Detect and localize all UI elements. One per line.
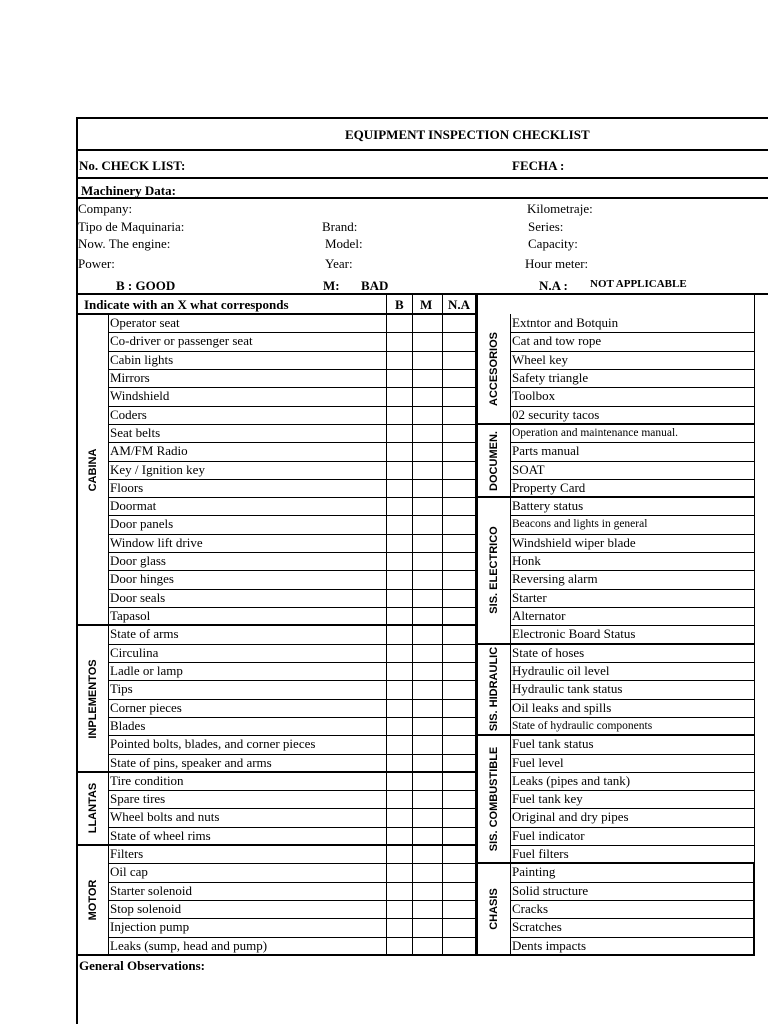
row-line: [108, 662, 476, 663]
checklist-item: Injection pump: [110, 919, 190, 935]
checklist-item: Leaks (sump, head and pump): [110, 937, 268, 953]
machine-type-label: Tipo de Maquinaria:: [78, 219, 185, 234]
check-b-cell[interactable]: [387, 754, 412, 772]
checklist-number-label: No. CHECK LIST:: [79, 158, 186, 173]
row-line: [108, 461, 476, 462]
checklist-item: State of hoses: [512, 644, 585, 660]
check-m-cell[interactable]: [413, 790, 442, 808]
check-na-cell[interactable]: [443, 497, 475, 515]
check-m-cell[interactable]: [413, 497, 442, 515]
check-m-cell[interactable]: [413, 937, 442, 955]
checklist-item: 02 security tacos: [512, 406, 600, 422]
row-line: [510, 900, 755, 901]
frame-left-border: [76, 118, 78, 1024]
checklist-item: Leaks (pipes and tank): [512, 772, 631, 788]
machinery-data-label: Machinery Data:: [81, 183, 176, 198]
check-b-cell[interactable]: [387, 497, 412, 515]
row-line: [510, 845, 755, 846]
check-na-cell[interactable]: [443, 827, 475, 845]
row-line: [108, 479, 476, 480]
column-b-header: B: [395, 297, 404, 312]
checklist-item: Alternator: [512, 608, 566, 624]
legend-bad-code: M:: [323, 278, 340, 293]
observations-label: General Observations:: [79, 958, 206, 973]
check-na-cell[interactable]: [443, 479, 475, 497]
check-b-cell[interactable]: [387, 717, 412, 735]
check-b-cell[interactable]: [387, 479, 412, 497]
row-line: [108, 497, 476, 498]
row-line: [108, 717, 476, 718]
checklist-item: Hydraulic oil level: [512, 662, 610, 678]
check-m-cell[interactable]: [413, 552, 442, 570]
row-line: [108, 534, 476, 535]
check-b-cell[interactable]: [387, 900, 412, 918]
check-na-cell[interactable]: [443, 442, 475, 460]
check-na-cell[interactable]: [443, 863, 475, 881]
row-line: [510, 937, 755, 938]
check-b-cell[interactable]: [387, 845, 412, 863]
row-line: [510, 625, 755, 626]
check-na-cell[interactable]: [443, 461, 475, 479]
check-na-cell[interactable]: [443, 790, 475, 808]
mileage-label: Kilometraje:: [527, 201, 593, 216]
checklist-item: State of arms: [110, 626, 179, 642]
check-na-cell[interactable]: [443, 625, 475, 643]
row-line: [108, 424, 476, 425]
checklist-item: Cat and tow rope: [512, 333, 602, 349]
check-b-cell[interactable]: [387, 918, 412, 936]
checklist-item: State of hydraulic components: [512, 719, 653, 732]
check-m-cell[interactable]: [413, 406, 442, 424]
check-m-cell[interactable]: [413, 900, 442, 918]
row-line: [108, 369, 476, 370]
check-na-cell[interactable]: [443, 699, 475, 717]
check-b-cell[interactable]: [387, 699, 412, 717]
check-m-cell[interactable]: [413, 515, 442, 533]
checklist-item: Tire condition: [110, 772, 184, 788]
check-na-cell[interactable]: [443, 332, 475, 350]
checklist-item: Stop solenoid: [110, 901, 182, 917]
check-m-cell[interactable]: [413, 735, 442, 753]
page-title: EQUIPMENT INSPECTION CHECKLIST: [345, 127, 590, 142]
check-na-cell[interactable]: [443, 424, 475, 442]
checklist-item: Operation and maintenance manual.: [512, 426, 679, 439]
check-b-cell[interactable]: [387, 461, 412, 479]
row-line: [510, 369, 755, 370]
checklist-item: Dents impacts: [512, 937, 587, 953]
checklist-item: Honk: [512, 553, 541, 569]
check-na-cell[interactable]: [443, 717, 475, 735]
check-b-cell[interactable]: [387, 827, 412, 845]
check-m-cell[interactable]: [413, 461, 442, 479]
legend-na-code: N.A :: [539, 278, 568, 293]
divider: [76, 177, 768, 179]
divider: [76, 149, 768, 151]
check-na-cell[interactable]: [443, 589, 475, 607]
row-line: [108, 680, 476, 681]
check-m-cell[interactable]: [413, 644, 442, 662]
check-b-cell[interactable]: [387, 589, 412, 607]
frame-top-border: [76, 117, 768, 119]
check-b-cell[interactable]: [387, 351, 412, 369]
row-line: [510, 589, 755, 590]
check-na-cell[interactable]: [443, 754, 475, 772]
checklist-item: Fuel tank key: [512, 791, 583, 807]
row-line: [510, 461, 755, 462]
check-m-cell[interactable]: [413, 589, 442, 607]
row-line: [510, 387, 755, 388]
checklist-item: Operator seat: [110, 315, 180, 330]
checklist-item: Filters: [110, 846, 144, 862]
row-line: [510, 515, 755, 516]
checklist-item: State of wheel rims: [110, 827, 211, 843]
checklist-item: Blades: [110, 717, 146, 733]
section-label: SIS. HIDRAULIC: [487, 647, 500, 732]
checklist-item: Electronic Board Status: [512, 626, 636, 642]
capacity-label: Capacity:: [528, 236, 578, 251]
col-line: [476, 294, 478, 955]
check-na-cell[interactable]: [443, 772, 475, 790]
check-m-cell[interactable]: [413, 387, 442, 405]
row-line: [108, 442, 476, 443]
checklist-item: Beacons and lights in general: [512, 518, 648, 531]
table-bottom-border: [76, 954, 755, 956]
check-b-cell[interactable]: [387, 735, 412, 753]
checklist-item: Wheel bolts and nuts: [110, 809, 220, 825]
row-line: [510, 607, 755, 608]
checklist-item: Battery status: [512, 498, 584, 514]
check-na-cell[interactable]: [443, 534, 475, 552]
checklist-item: Toolbox: [512, 388, 556, 404]
check-m-cell[interactable]: [413, 442, 442, 460]
check-b-cell[interactable]: [387, 882, 412, 900]
check-m-cell[interactable]: [413, 351, 442, 369]
checklist-item: Wheel key: [512, 351, 568, 367]
check-na-cell[interactable]: [443, 644, 475, 662]
checklist-item: Starter solenoid: [110, 882, 192, 898]
check-m-cell[interactable]: [413, 863, 442, 881]
checklist-item: Doormat: [110, 498, 157, 514]
legend-bad: BAD: [361, 278, 389, 293]
check-m-cell[interactable]: [413, 717, 442, 735]
check-m-cell[interactable]: [413, 918, 442, 936]
check-na-cell[interactable]: [443, 845, 475, 863]
check-na-cell[interactable]: [443, 937, 475, 955]
checklist-item: AM/FM Radio: [110, 443, 188, 459]
check-na-cell[interactable]: [443, 882, 475, 900]
engine-label: Now. The engine:: [78, 236, 171, 251]
chasis-right-border: [753, 862, 755, 955]
checklist-item: Window lift drive: [110, 534, 203, 550]
divider: [76, 293, 768, 295]
check-m-cell[interactable]: [413, 314, 442, 332]
section-label: LLANTAS: [86, 783, 99, 834]
check-na-cell[interactable]: [443, 570, 475, 588]
row-line: [108, 863, 476, 864]
row-line: [108, 552, 476, 553]
row-line: [510, 717, 755, 718]
row-line: [108, 570, 476, 571]
check-m-cell[interactable]: [413, 369, 442, 387]
section-label: DOCUMEN.: [487, 430, 500, 491]
check-b-cell[interactable]: [387, 570, 412, 588]
check-b-cell[interactable]: [387, 442, 412, 460]
checklist-item: Fuel level: [512, 754, 564, 770]
checklist-item: SOAT: [512, 461, 545, 477]
checklist-item: Painting: [512, 864, 556, 880]
checklist-item: Seat belts: [110, 424, 161, 440]
check-b-cell[interactable]: [387, 332, 412, 350]
check-m-cell[interactable]: [413, 808, 442, 826]
checklist-item: Door panels: [110, 516, 174, 532]
row-line: [108, 790, 476, 791]
check-b-cell[interactable]: [387, 680, 412, 698]
row-line: [510, 790, 755, 791]
check-m-cell[interactable]: [413, 845, 442, 863]
check-b-cell[interactable]: [387, 625, 412, 643]
check-m-cell[interactable]: [413, 607, 442, 625]
power-label: Power:: [78, 256, 115, 271]
checklist-item: Fuel tank status: [512, 736, 594, 752]
row-line: [108, 827, 476, 828]
row-line: [510, 882, 755, 883]
checklist-item: Solid structure: [512, 882, 589, 898]
legend-na: NOT APPLICABLE: [590, 278, 687, 290]
row-line: [510, 442, 755, 443]
check-m-cell[interactable]: [413, 332, 442, 350]
row-line: [510, 772, 755, 773]
check-b-cell[interactable]: [387, 387, 412, 405]
checklist-item: Cabin lights: [110, 351, 174, 367]
row-line: [108, 332, 476, 333]
divider: [76, 197, 768, 199]
row-line: [510, 406, 755, 407]
checklist-item: Ladle or lamp: [110, 662, 183, 678]
row-line: [510, 570, 755, 571]
section-label: ACCESORIOS: [487, 331, 500, 406]
check-b-cell[interactable]: [387, 607, 412, 625]
checklist-item: Spare tires: [110, 791, 166, 807]
row-line: [108, 406, 476, 407]
row-line: [108, 808, 476, 809]
checklist-item: Key / Ignition key: [110, 461, 205, 477]
checklist-item: Property Card: [512, 479, 586, 495]
checklist-item: Windshield wiper blade: [512, 534, 636, 550]
date-label: FECHA :: [512, 158, 565, 173]
row-line: [510, 754, 755, 755]
check-m-cell[interactable]: [413, 570, 442, 588]
check-b-cell[interactable]: [387, 662, 412, 680]
row-line: [510, 662, 755, 663]
checklist-item: Oil leaks and spills: [512, 699, 612, 715]
row-line: [108, 515, 476, 516]
checklist-item: Door glass: [110, 553, 166, 569]
column-na-header: N.A: [448, 297, 471, 312]
check-m-cell[interactable]: [413, 534, 442, 552]
check-na-cell[interactable]: [443, 735, 475, 753]
row-line: [510, 808, 755, 809]
checklist-item: Door seals: [110, 589, 166, 605]
row-line: [108, 735, 476, 736]
check-na-cell[interactable]: [443, 314, 475, 332]
row-line: [108, 882, 476, 883]
checklist-item: Coders: [110, 406, 147, 422]
brand-label: Brand:: [322, 219, 358, 234]
row-line: [108, 754, 476, 755]
instruction-text: Indicate with an X what corresponds: [84, 297, 289, 312]
check-b-cell[interactable]: [387, 790, 412, 808]
row-line: [108, 351, 476, 352]
checklist-item: Door hinges: [110, 571, 174, 587]
row-line: [108, 644, 476, 645]
check-na-cell[interactable]: [443, 387, 475, 405]
checklist-item: Fuel filters: [512, 846, 569, 862]
row-line: [510, 534, 755, 535]
checklist-item: Oil cap: [110, 864, 148, 880]
check-m-cell[interactable]: [413, 754, 442, 772]
check-na-cell[interactable]: [443, 515, 475, 533]
check-na-cell[interactable]: [443, 607, 475, 625]
checklist-item: Starter: [512, 589, 547, 605]
checklist-item: Hydraulic tank status: [512, 681, 623, 697]
row-line: [510, 552, 755, 553]
section-label: CABINA: [86, 448, 99, 492]
check-m-cell[interactable]: [413, 479, 442, 497]
check-b-cell[interactable]: [387, 534, 412, 552]
check-m-cell[interactable]: [413, 827, 442, 845]
section-label: MOTOR: [86, 879, 99, 921]
row-line: [108, 387, 476, 388]
checklist-item: Extntor and Botquin: [512, 315, 619, 330]
company-label: Company:: [78, 201, 133, 216]
check-b-cell[interactable]: [387, 369, 412, 387]
check-m-cell[interactable]: [413, 625, 442, 643]
checklist-item: Circulina: [110, 644, 159, 660]
check-na-cell[interactable]: [443, 918, 475, 936]
checklist-item: Fuel indicator: [512, 827, 585, 843]
check-b-cell[interactable]: [387, 808, 412, 826]
checklist-item: Reversing alarm: [512, 571, 598, 587]
model-label: Model:: [325, 236, 363, 251]
checklist-item: Pointed bolts, blades, and corner pieces: [110, 736, 316, 752]
checklist-item: Tapasol: [110, 608, 151, 624]
checklist-item: State of pins, speaker and arms: [110, 754, 272, 770]
checklist-item: Mirrors: [110, 369, 150, 385]
checklist-item: Scratches: [512, 919, 562, 935]
check-b-cell[interactable]: [387, 515, 412, 533]
row-line: [108, 607, 476, 608]
check-na-cell[interactable]: [443, 680, 475, 698]
check-na-cell[interactable]: [443, 552, 475, 570]
check-m-cell[interactable]: [413, 699, 442, 717]
checklist-item: Co-driver or passenger seat: [110, 333, 253, 349]
check-na-cell[interactable]: [443, 662, 475, 680]
row-line: [510, 479, 755, 480]
check-b-cell[interactable]: [387, 552, 412, 570]
series-label: Series:: [528, 219, 564, 234]
checklist-item: Parts manual: [512, 443, 580, 459]
row-line: [108, 589, 476, 590]
checklist-item: Safety triangle: [512, 369, 589, 385]
checklist-item: Windshield: [110, 388, 170, 404]
check-m-cell[interactable]: [413, 424, 442, 442]
year-label: Year:: [325, 256, 353, 271]
legend-good: B : GOOD: [116, 278, 176, 293]
checklist-item: Original and dry pipes: [512, 809, 629, 825]
check-na-cell[interactable]: [443, 351, 475, 369]
check-na-cell[interactable]: [443, 808, 475, 826]
check-b-cell[interactable]: [387, 314, 412, 332]
check-b-cell[interactable]: [387, 644, 412, 662]
column-m-header: M: [420, 297, 433, 312]
check-b-cell[interactable]: [387, 863, 412, 881]
row-line: [510, 827, 755, 828]
row-line: [510, 918, 755, 919]
checklist-item: Tips: [110, 681, 133, 697]
row-line: [108, 937, 476, 938]
check-m-cell[interactable]: [413, 772, 442, 790]
section-label: SIS. COMBUSTIBLE: [487, 747, 500, 852]
check-na-cell[interactable]: [443, 406, 475, 424]
check-m-cell[interactable]: [413, 882, 442, 900]
check-b-cell[interactable]: [387, 424, 412, 442]
checklist-item: Corner pieces: [110, 699, 182, 715]
row-line: [108, 900, 476, 901]
row-line: [510, 332, 755, 333]
check-m-cell[interactable]: [413, 662, 442, 680]
section-label: INPLEMENTOS: [86, 658, 99, 739]
check-na-cell[interactable]: [443, 369, 475, 387]
checklist-item: Floors: [110, 479, 144, 495]
row-line: [108, 918, 476, 919]
row-line: [510, 351, 755, 352]
check-b-cell[interactable]: [387, 406, 412, 424]
check-na-cell[interactable]: [443, 900, 475, 918]
section-label: CHASIS: [487, 888, 500, 930]
check-b-cell[interactable]: [387, 937, 412, 955]
check-m-cell[interactable]: [413, 680, 442, 698]
hour-meter-label: Hour meter:: [525, 256, 589, 271]
checklist-item: Cracks: [512, 901, 549, 917]
row-line: [108, 699, 476, 700]
row-line: [510, 680, 755, 681]
row-line: [510, 699, 755, 700]
section-label: SIS. ELECTRICO: [487, 526, 500, 615]
check-b-cell[interactable]: [387, 772, 412, 790]
